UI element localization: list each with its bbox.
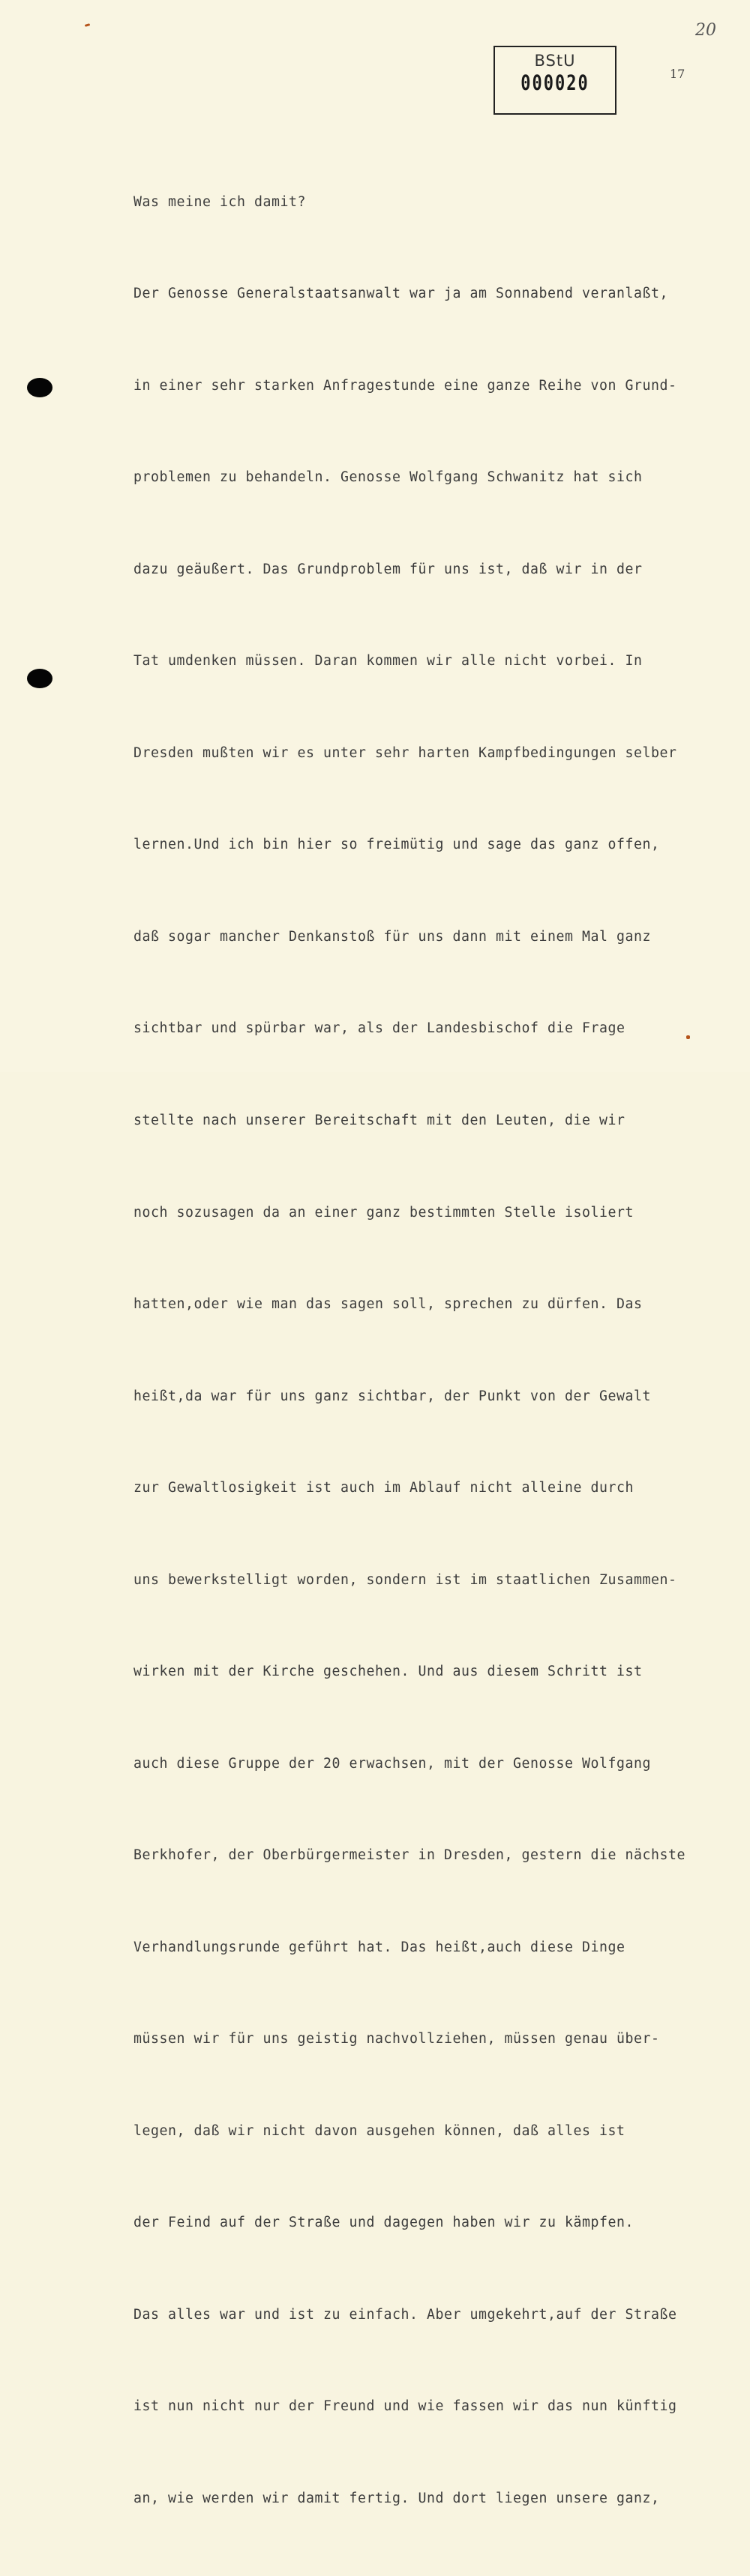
text-line: sichtbar und spürbar war, als der Landesbischof die Frage (134, 1020, 626, 1037)
text-line: heißt,da war für uns ganz sichtbar, der Punkt von der Gewalt (134, 1388, 651, 1404)
text-line: uns bewerkstelligt worden, sondern ist im staatlichen Zusammen- (134, 1571, 677, 1588)
text-line: zur Gewaltlosigkeit ist auch im Ablauf nicht alleine durch (134, 1480, 634, 1496)
text-line: daß sogar mancher Denkanstoß für uns dann mit einem Mal ganz (134, 928, 651, 945)
typed-body-text (134, 126, 686, 2576)
text-line: lernen.Und ich bin hier so freimütig und sage das ganz offen, (134, 837, 660, 853)
stamp-number: 000020 (520, 71, 590, 96)
text-line: an, wie werden wir damit fertig. Und dort liegen unsere ganz, (134, 2490, 660, 2506)
text-line: Was meine ich damit? (134, 193, 306, 210)
archive-stamp (494, 46, 616, 115)
stamp-title: BStU (534, 52, 576, 70)
ink-mark-top-left (85, 23, 91, 27)
handwritten-page-number: 20 (695, 21, 716, 40)
punch-hole-lower (27, 669, 52, 688)
text-line: der Feind auf der Straße und dagegen haben wir zu kämpfen. (134, 2215, 634, 2231)
text-line: auch diese Gruppe der 20 erwachsen, mit der Genosse Wolfgang (134, 1755, 651, 1772)
punch-hole-upper (27, 378, 52, 397)
typed-page-number: 17 (670, 67, 686, 81)
text-line: ist nun nicht nur der Freund und wie fassen wir das nun künftig (134, 2398, 677, 2415)
text-line: wirken mit der Kirche geschehen. Und aus diesem Schritt ist (134, 1664, 643, 1680)
text-line: Verhandlungsrunde geführt hat. Das heißt,auch diese Dinge (134, 1939, 626, 1955)
text-line: Berkhofer, der Oberbürgermeister in Dresden, gestern die nächste (134, 1847, 686, 1864)
text-line: Tat umdenken müssen. Daran kommen wir alle nicht vorbei. In (134, 653, 643, 669)
text-line: hatten,oder wie man das sagen soll, sprechen zu dürfen. Das (134, 1296, 643, 1313)
text-line: Dresden mußten wir es unter sehr harten Kampfbedingungen selber (134, 744, 677, 761)
text-line: Das alles war und ist zu einfach. Aber umgekehrt,auf der Straße (134, 2306, 677, 2323)
text-line: problemen zu behandeln. Genosse Wolfgang Schwanitz hat sich (134, 469, 643, 486)
ink-mark-bottom-right (686, 1035, 690, 1039)
text-line: Der Genosse Generalstaatsanwalt war ja am Sonnabend veranlaßt, (134, 286, 668, 302)
text-line: noch sozusagen da an einer ganz bestimmten Stelle isoliert (134, 1204, 634, 1221)
text-line: in einer sehr starken Anfragestunde eine ganze Reihe von Grund- (134, 377, 677, 394)
text-line: müssen wir für uns geistig nachvollziehen, müssen genau über- (134, 2031, 660, 2047)
text-line: dazu geäußert. Das Grundproblem für uns ist, daß wir in der (134, 561, 643, 577)
text-line: legen, daß wir nicht davon ausgehen können, daß alles ist (134, 2122, 626, 2139)
text-line: stellte nach unserer Bereitschaft mit den Leuten, die wir (134, 1113, 626, 1128)
